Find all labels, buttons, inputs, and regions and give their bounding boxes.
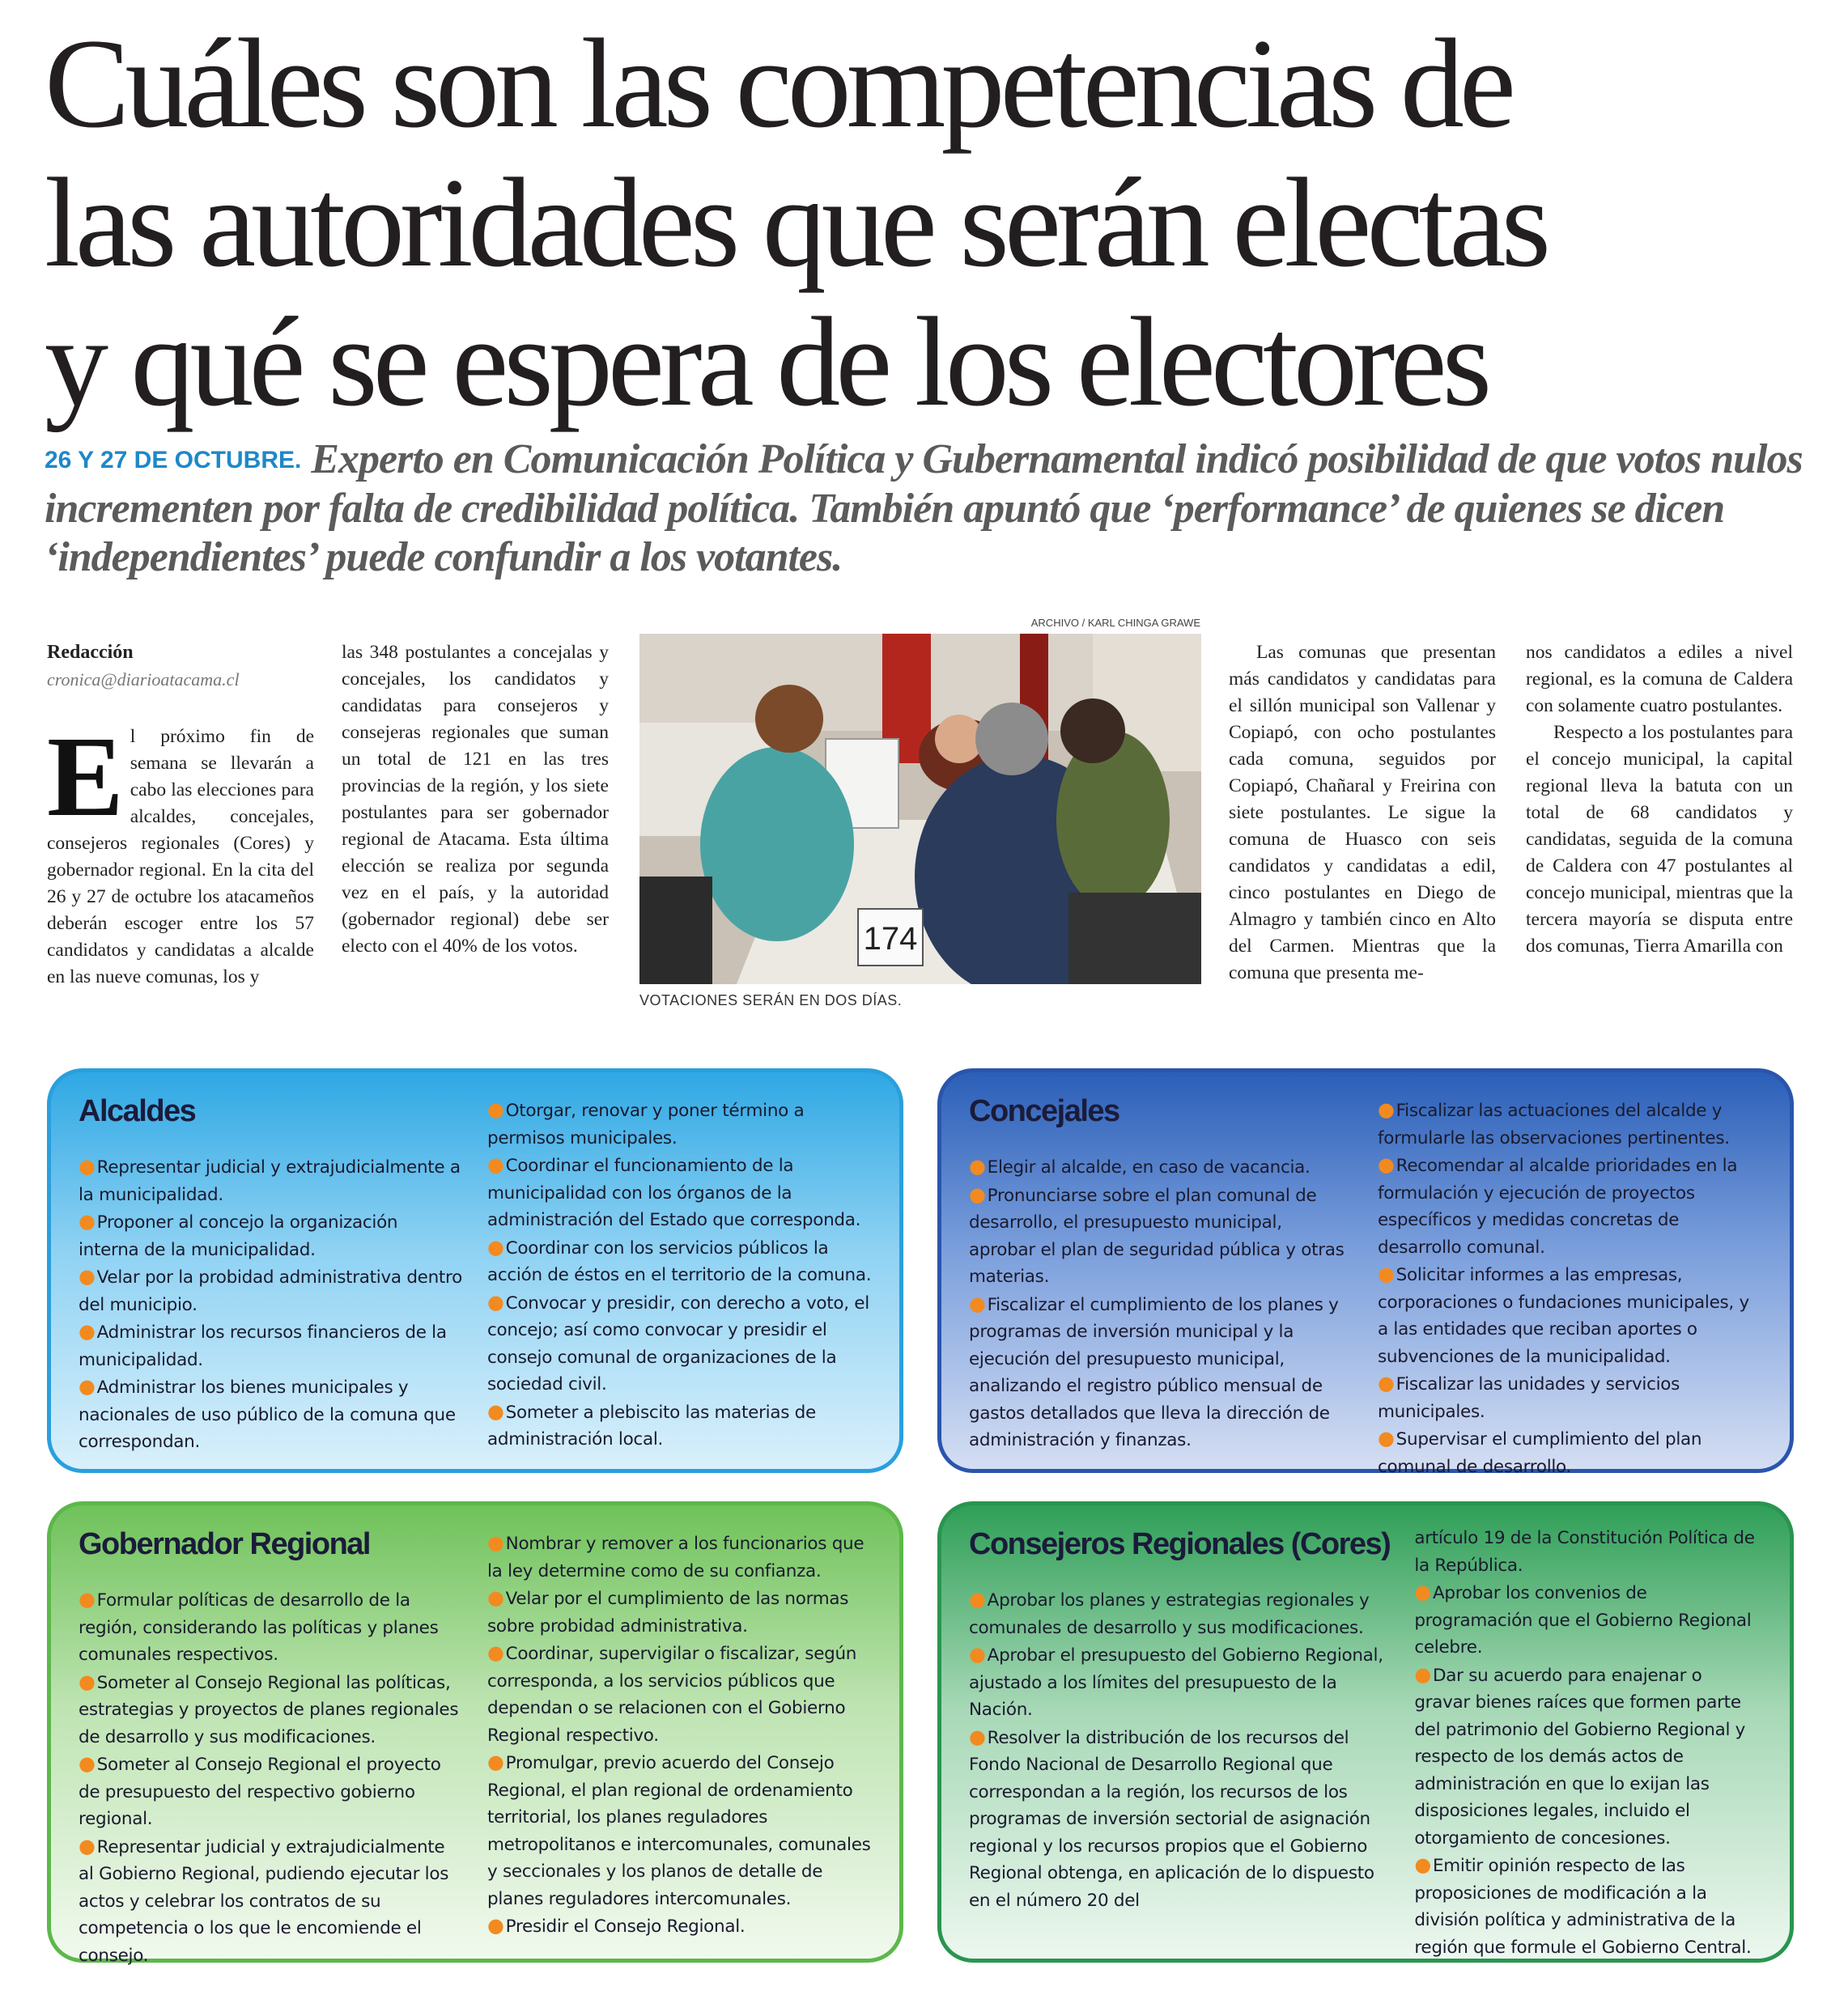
bullet-icon: ● xyxy=(969,1643,986,1666)
list-item xyxy=(79,1586,463,1669)
list-item-text: Coordinar con los servicios públicos la acción de éstos en el territorio de la comuna. xyxy=(487,1237,872,1285)
list-item-continuation: artículo 19 de la Constitución Política de la República. xyxy=(1414,1528,1755,1576)
box-gobernador-left xyxy=(79,1586,463,1969)
list-item xyxy=(487,1585,872,1640)
box-gobernador-title: Gobernador Regional xyxy=(79,1527,370,1561)
list-item-text: Pronunciarse sobre el plan comunal de desarrollo, el presupuesto municipal, aprobar el plan de seguridad pública y otras materias. xyxy=(969,1185,1345,1287)
article-col4-text-a: nos candidatos a ediles a nivel regional, es la comuna de Caldera con solamente cuatro postulantes. xyxy=(1526,642,1793,716)
bullet-icon: ● xyxy=(487,1098,504,1121)
list-item xyxy=(969,1724,1390,1915)
bullet-icon: ● xyxy=(79,1320,96,1343)
dropcap: E xyxy=(47,712,124,840)
list-item xyxy=(487,1530,872,1585)
list-item-text: Coordinar, supervigilar o fiscalizar, según corresponda, a los servicios públicos que dependan o se relacionen con el Gobierno Regional respectivo. xyxy=(487,1644,857,1746)
bullet-icon: ● xyxy=(487,1914,504,1937)
list-item xyxy=(79,1153,463,1208)
bullet-icon: ● xyxy=(1414,1662,1431,1686)
list-item xyxy=(1378,1261,1762,1370)
box-alcaldes-right xyxy=(487,1097,872,1456)
bullet-icon: ● xyxy=(1378,1427,1395,1450)
list-item xyxy=(487,1289,872,1399)
article-col4-text-b: Respecto a los postulantes para el concejo municipal, la capital regional lleva la batuta con un total de 68 candidatos y candidatas, seguida de la comuna de Caldera con 47 postulantes al concejo municipal, mientras que la tercera mayoría se disputa entre dos comunas, Tierra Amarilla con xyxy=(1526,722,1793,957)
byline-email[interactable]: cronica@diarioatacama.cl xyxy=(47,669,240,690)
box-alcaldes-title: Alcaldes xyxy=(79,1094,196,1128)
article-column-2 xyxy=(342,639,609,960)
article-paragraph-1 xyxy=(47,712,314,991)
bullet-icon: ● xyxy=(79,1265,96,1288)
bullet-icon: ● xyxy=(1378,1263,1395,1285)
bullet-icon: ● xyxy=(487,1586,504,1609)
bullet-icon: ● xyxy=(487,1641,504,1664)
list-item xyxy=(79,1751,463,1833)
box-consejeros-regionales xyxy=(937,1501,1794,1963)
table-number-label: 174 xyxy=(863,921,918,957)
list-item xyxy=(1378,1152,1762,1261)
deck-text: Experto en Comunicación Política y Gubernamental indicó posibilidad de que votos nulos incrementen por falta de credibilidad política. También apuntó que ‘performance’ de quienes se dicen ‘independientes’ puede confundir a los votantes. xyxy=(45,436,1803,580)
box-cores-right xyxy=(1414,1525,1762,1961)
headline-line-3: y qué se espera de los electores xyxy=(45,291,1488,433)
photo-credit: ARCHIVO / KARL CHINGA GRAWE xyxy=(1030,617,1200,629)
list-item-text: Velar por el cumplimiento de las normas sobre probidad administrativa. xyxy=(487,1589,849,1636)
list-item-text: Aprobar el presupuesto del Gobierno Regional, ajustado a los límites del presupuesto de la Nación. xyxy=(969,1645,1383,1720)
article-col1-text: l próximo fin de semana se llevarán a cabo las elecciones para alcaldes, concejales, consejeros regionales (Cores) y gobernador regional. En la cita del 26 y 27 de octubre los atacameños deberán escoger entre los 57 candidatos y candidatas a alcalde en las nueve comunas, los y xyxy=(47,726,314,987)
list-item xyxy=(487,1912,872,1941)
list-item-text: Someter al Consejo Regional las políticas, estrategias y proyectos de planes regionales de desarrollo y sus modificaciones. xyxy=(79,1672,459,1747)
list-item xyxy=(969,1153,1353,1182)
list-item xyxy=(487,1640,872,1749)
list-item xyxy=(487,1399,872,1454)
article-col3-text: Las comunas que presentan más candidatos y candidatas para el sillón municipal son Vallenar y Copiapó, con ocho postulantes cada comuna, seguidos por Copiapó, Chañaral y Freirina con siete postulantes. Le sigue la comuna de Huasco con seis candidatos y candidatas a edil, cinco postulantes en Diego de Almagro y también cinco en Alto del Carmen. Mientras que la comuna que presenta me- xyxy=(1229,642,1496,983)
list-item-text: Proponer al concejo la organización interna de la municipalidad. xyxy=(79,1212,398,1260)
list-item xyxy=(487,1234,872,1289)
voting-scene-illustration xyxy=(639,634,1201,984)
list-item-text: Elegir al alcalde, en caso de vacancia. xyxy=(987,1157,1311,1178)
list-item-text: Someter a plebiscito las materias de administración local. xyxy=(487,1402,816,1450)
list-item xyxy=(969,1182,1353,1291)
list-item xyxy=(1378,1370,1762,1425)
box-cores-title: Consejeros Regionales (Cores) xyxy=(969,1527,1391,1561)
list-item xyxy=(1378,1425,1762,1480)
list-item xyxy=(79,1263,463,1318)
bullet-icon: ● xyxy=(487,1290,504,1314)
bullet-icon: ● xyxy=(969,1155,986,1178)
photo-caption: VOTACIONES SERÁN EN DOS DÍAS. xyxy=(639,992,903,1008)
headline xyxy=(45,15,1809,432)
list-item-text: Supervisar el cumplimiento del plan comunal de desarrollo. xyxy=(1378,1429,1702,1477)
list-item-text: Recomendar al alcalde prioridades en la formulación y ejecución de proyectos específicos y medidas concretas de desarrollo comunal. xyxy=(1378,1156,1738,1258)
bullet-icon: ● xyxy=(487,1153,504,1176)
list-item-text: Otorgar, renovar y poner término a permisos municipales. xyxy=(487,1101,805,1148)
bullet-icon: ● xyxy=(487,1751,504,1773)
list-item xyxy=(1378,1097,1762,1152)
bullet-icon: ● xyxy=(969,1292,986,1315)
box-concejales-left xyxy=(969,1153,1353,1480)
list-item-text: Nombrar y remover a los funcionarios que la ley determine como de su confianza. xyxy=(487,1534,865,1581)
bullet-icon: ● xyxy=(1378,1372,1395,1394)
list-item xyxy=(487,1097,872,1152)
box-gobernador-right xyxy=(487,1530,872,1969)
article-col2-text: las 348 postulantes a concejalas y concejales, los candidatos y candidatas para consejeros y consejeras regionales que suman un total de 121 en las tres provincias de la región, y los siete postulantes para ser gobernador regional de Atacama. Esta última elección se realiza por segunda vez en el país, y la autoridad (gobernador regional) debe ser electo con el 40% de los votos. xyxy=(342,642,609,957)
bullet-icon: ● xyxy=(79,1834,96,1857)
list-item xyxy=(79,1669,463,1751)
list-item xyxy=(969,1586,1390,1641)
list-item xyxy=(1414,1662,1762,1853)
list-item-text: Fiscalizar el cumplimiento de los planes y programas de inversión municipal y la ejecución del presupuesto municipal, analizando el registro público mensual de gastos detallados que lleva la dirección de administración y finanzas. xyxy=(969,1294,1339,1450)
bullet-icon: ● xyxy=(1414,1581,1431,1603)
list-item xyxy=(487,1749,872,1912)
headline-line-1: Cuáles son las competencias de xyxy=(45,13,1511,155)
bullet-icon: ● xyxy=(487,1531,504,1554)
box-gobernador-regional xyxy=(47,1501,903,1966)
box-alcaldes xyxy=(47,1068,903,1473)
article-column-4 xyxy=(1526,639,1793,960)
deck-date: 26 Y 27 DE OCTUBRE. xyxy=(45,447,302,473)
bullet-icon: ● xyxy=(79,1588,96,1611)
list-item-text: Solicitar informes a las empresas, corporaciones o fundaciones municipales, y a las entidades que reciban aportes o subvenciones de la municipalidad. xyxy=(1378,1265,1749,1367)
article-column-1 xyxy=(47,639,314,991)
list-item-text: Convocar y presidir, con derecho a voto, el concejo; así como convocar y presidir el consejo comunal de organizaciones de la sociedad civil. xyxy=(487,1293,869,1394)
list-item xyxy=(1414,1852,1762,1961)
bullet-icon: ● xyxy=(969,1725,986,1748)
list-item xyxy=(1414,1579,1762,1662)
article-column-3 xyxy=(1229,639,1496,987)
list-item-text: Fiscalizar las unidades y servicios municipales. xyxy=(1378,1374,1680,1422)
box-cores-left xyxy=(969,1523,1390,1961)
list-item xyxy=(79,1208,463,1263)
bullet-icon: ● xyxy=(79,1155,96,1178)
bullet-icon: ● xyxy=(1378,1153,1395,1176)
bullet-icon: ● xyxy=(969,1182,986,1206)
list-item-text: Presidir el Consejo Regional. xyxy=(505,1916,746,1937)
bullet-icon: ● xyxy=(487,1235,504,1259)
box-concejales xyxy=(937,1068,1794,1477)
bullet-icon: ● xyxy=(1378,1098,1395,1121)
list-item-text: Promulgar, previo acuerdo del Consejo Regional, el plan regional de ordenamiento territorial, los planes reguladores metropolitanos e intercomunales, comunales y seccionales y los planos de detalle de planes reguladores intercomunales. xyxy=(487,1753,871,1909)
byline-author: Redacción xyxy=(47,642,134,663)
list-item xyxy=(969,1641,1390,1724)
list-item-text: Resolver la distribución de los recursos del Fondo Nacional de Desarrollo Regional que correspondan a la región, los recursos de los programas de inversión sectorial de asignación regional y los recursos propios que el Gobierno Regional obtenga, en aplicación de lo dispuesto en el número 20 del xyxy=(969,1727,1374,1911)
bullet-icon: ● xyxy=(79,1752,96,1775)
list-item-text: Representar judicial y extrajudicialmente al Gobierno Regional, pudiendo ejecutar los actos y celebrar los contratos de su competencia o los que le encomiende el consejo. xyxy=(79,1836,449,1966)
bullet-icon: ● xyxy=(79,1210,96,1233)
bullet-icon: ● xyxy=(1414,1853,1431,1876)
list-item-text: Fiscalizar las actuaciones del alcalde y formularle las observaciones pertinentes. xyxy=(1378,1101,1730,1148)
list-item-text: Administrar los recursos financieros de la municipalidad. xyxy=(79,1322,447,1370)
list-item-text: Velar por la probidad administrativa dentro del municipio. xyxy=(79,1267,462,1315)
bullet-icon: ● xyxy=(79,1375,96,1398)
list-item-text: Aprobar los planes y estrategias regionales y comunales de desarrollo y sus modificaciones. xyxy=(969,1590,1370,1638)
list-item xyxy=(79,1833,463,1970)
news-photo xyxy=(639,634,1201,984)
list-item-text: Formular políticas de desarrollo de la región, considerando las políticas y planes comunales respectivos. xyxy=(79,1590,439,1665)
bullet-icon: ● xyxy=(79,1670,96,1693)
list-item-text: Dar su acuerdo para enajenar o gravar bienes raíces que formen parte del patrimonio del Gobierno Regional y respecto de los demás actos de administración en que lo exijan las disposiciones legales, incluido el otorgamiento de concesiones. xyxy=(1414,1665,1746,1849)
list-item-text: Emitir opinión respecto de las proposiciones de modificación a la división política y administrativa de la región que formule el Gobierno Central. xyxy=(1414,1856,1752,1958)
box-concejales-title: Concejales xyxy=(969,1094,1119,1128)
list-item-text: Someter al Consejo Regional el proyecto de presupuesto del respectivo gobierno regional. xyxy=(79,1755,441,1829)
deck xyxy=(45,435,1809,582)
bullet-icon: ● xyxy=(487,1399,504,1423)
list-item-text: Coordinar el funcionamiento de la municipalidad con los órganos de la administración del Estado que corresponda. xyxy=(487,1156,861,1230)
list-item xyxy=(487,1152,872,1234)
bullet-icon: ● xyxy=(969,1588,986,1611)
list-item-text: Administrar los bienes municipales y nacionales de uso público de la comuna que correspondan. xyxy=(79,1377,456,1452)
list-item xyxy=(969,1291,1353,1454)
list-item xyxy=(79,1318,463,1373)
box-alcaldes-left xyxy=(79,1153,463,1456)
headline-line-2: las autoridades que serán electas xyxy=(45,152,1547,294)
list-item-text: Aprobar los convenios de programación que el Gobierno Regional celebre. xyxy=(1414,1583,1752,1658)
list-item xyxy=(79,1373,463,1456)
list-item-text: Representar judicial y extrajudicialmente a la municipalidad. xyxy=(79,1157,461,1205)
box-concejales-right xyxy=(1378,1097,1762,1480)
